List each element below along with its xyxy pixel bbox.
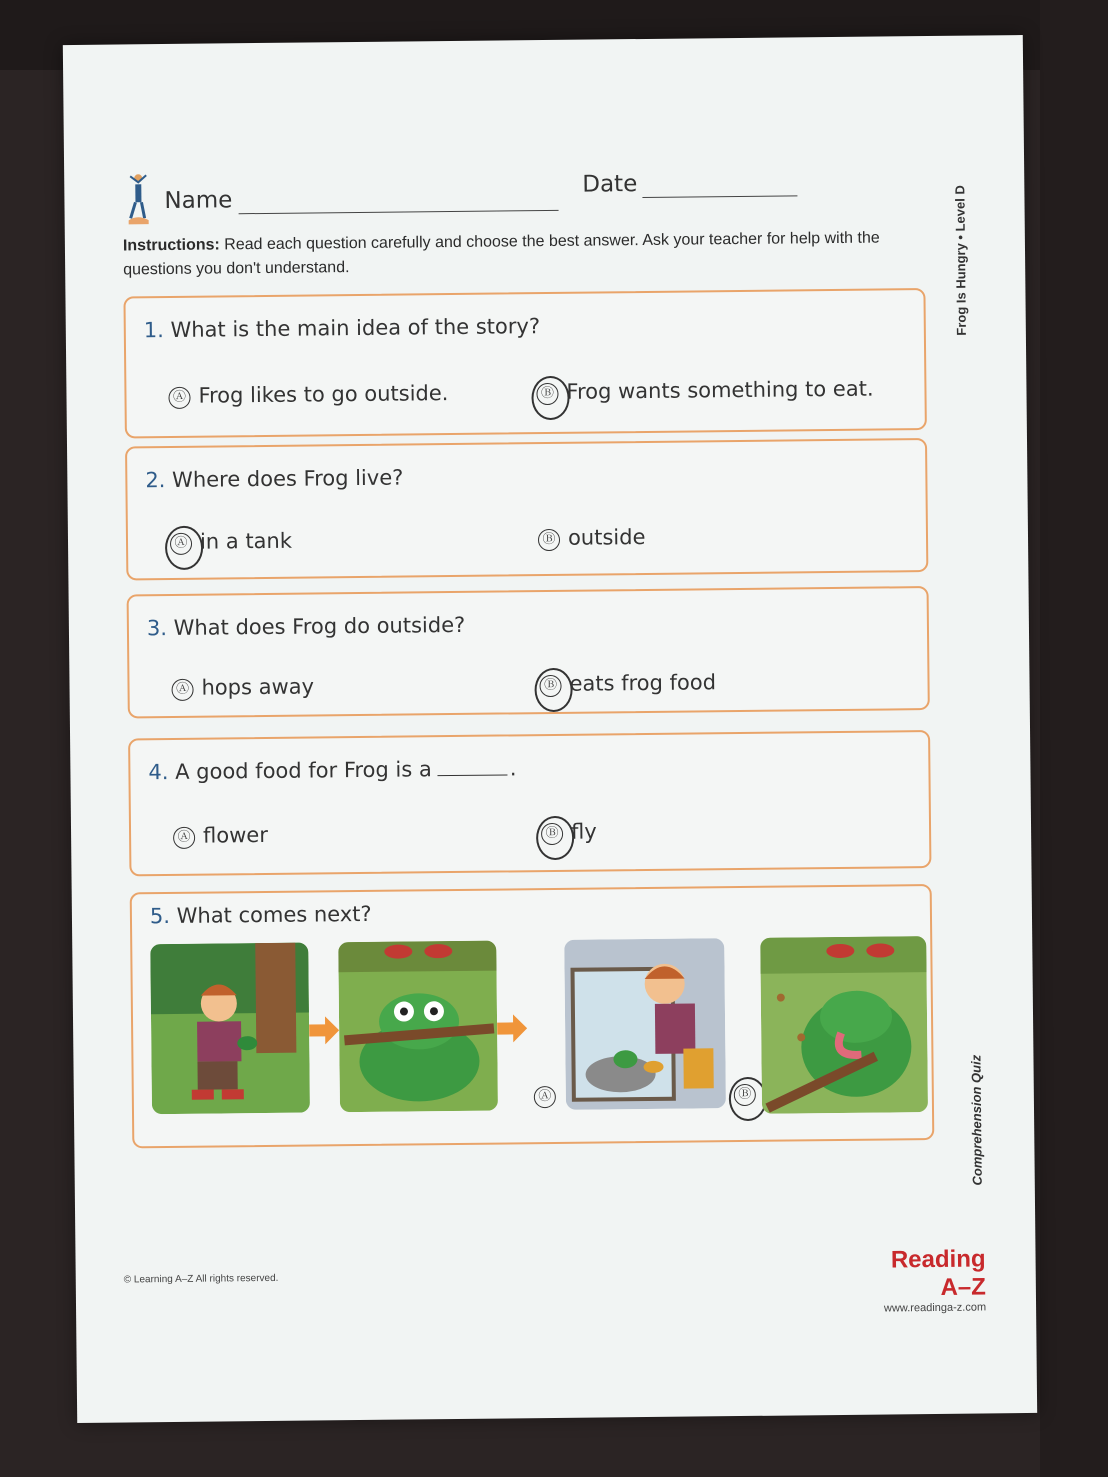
option-a-text: hops away [201, 674, 315, 700]
header [122, 165, 823, 232]
date-label: Date [582, 171, 638, 198]
question-3-option-b[interactable] [539, 670, 716, 697]
question-3-option-a[interactable] [171, 674, 314, 700]
bubble-b-selected[interactable]: Ⓑ [734, 1084, 756, 1106]
option-b-text: fly [570, 819, 597, 844]
bubble-b[interactable]: Ⓑ [538, 529, 560, 551]
bubble-b-selected[interactable]: Ⓑ [539, 675, 561, 697]
question-2-prompt: Where does Frog live? [171, 465, 404, 492]
question-5-text [150, 902, 372, 928]
brand-url[interactable]: www.readinga-z.com [883, 1301, 987, 1315]
copyright: © Learning A–Z All rights reserved. [123, 1272, 279, 1286]
question-4-text [148, 756, 516, 784]
side-quiz-label: Comprehension Quiz [968, 1054, 985, 1186]
instructions-text: Read each question carefully and choose the best answer. Ask your teacher for help with the questions you don't understand. [123, 229, 880, 279]
question-1-text [144, 314, 540, 342]
question-1-option-a[interactable] [168, 381, 448, 409]
mascot-logo-icon [122, 172, 153, 226]
story-picture-1 [150, 943, 310, 1115]
bubble-b-selected[interactable]: Ⓑ [536, 383, 558, 405]
side-title: Frog Is Hungry • Level D [952, 185, 969, 336]
question-4-period: . [509, 756, 517, 781]
question-1-prompt: What is the main idea of the story? [170, 314, 541, 342]
brand-logo: Reading A–Z [890, 1245, 987, 1301]
name-field[interactable] [239, 210, 559, 214]
question-4-number: 4. [148, 759, 169, 785]
option-a-text: flower [202, 822, 269, 848]
option-a-text: Frog likes to go outside. [198, 381, 449, 408]
instructions [123, 226, 943, 283]
bubble-b-selected[interactable]: Ⓑ [541, 823, 563, 845]
instructions-lead: Instructions: [122, 236, 220, 255]
bubble-a[interactable]: Ⓐ [168, 387, 190, 409]
question-1-number: 1. [143, 318, 164, 343]
question-4-option-b[interactable] [541, 820, 597, 846]
option-b-text: eats frog food [569, 670, 717, 696]
story-picture-2 [338, 941, 498, 1113]
picture-option-a-label[interactable] [534, 1086, 564, 1108]
arrow-icon [497, 1014, 527, 1042]
question-5-prompt: What comes next? [176, 901, 372, 928]
question-3-number: 3. [146, 616, 168, 641]
worksheet-page [63, 35, 1037, 1423]
bubble-a[interactable]: Ⓐ [171, 679, 193, 701]
question-2-text [145, 466, 403, 493]
question-2 [125, 438, 928, 580]
arrow-icon [309, 1016, 339, 1044]
question-5 [130, 884, 935, 1148]
option-b-text: outside [567, 524, 646, 550]
story-picture-4-option-b[interactable] [760, 936, 928, 1114]
question-3-text [147, 613, 466, 640]
question-4 [128, 730, 931, 876]
option-b-text: Frog wants something to eat. [566, 376, 874, 404]
answer-blank [438, 774, 508, 776]
question-2-number: 2. [145, 468, 166, 493]
story-picture-3-option-a[interactable] [564, 938, 726, 1110]
picture-option-b-label[interactable] [734, 1084, 764, 1106]
question-2-option-a[interactable] [170, 529, 292, 555]
question-1 [123, 288, 926, 438]
brand-block [865, 1245, 986, 1314]
question-3-prompt: What does Frog do outside? [173, 612, 466, 640]
question-1-option-b[interactable] [536, 377, 873, 406]
question-4-prompt: A good food for Frog is a [175, 757, 432, 784]
bubble-a[interactable]: Ⓐ [173, 827, 195, 849]
option-a-text: in a tank [199, 528, 293, 554]
question-5-number: 5. [149, 903, 171, 929]
bubble-a-selected[interactable]: Ⓐ [170, 533, 192, 555]
question-3 [127, 586, 930, 718]
table-surface-right [1040, 0, 1108, 1477]
bubble-a[interactable]: Ⓐ [534, 1086, 556, 1108]
question-2-option-b[interactable] [538, 525, 646, 551]
question-4-option-a[interactable] [173, 823, 268, 849]
name-label: Name [164, 187, 233, 215]
date-field[interactable] [642, 195, 797, 198]
